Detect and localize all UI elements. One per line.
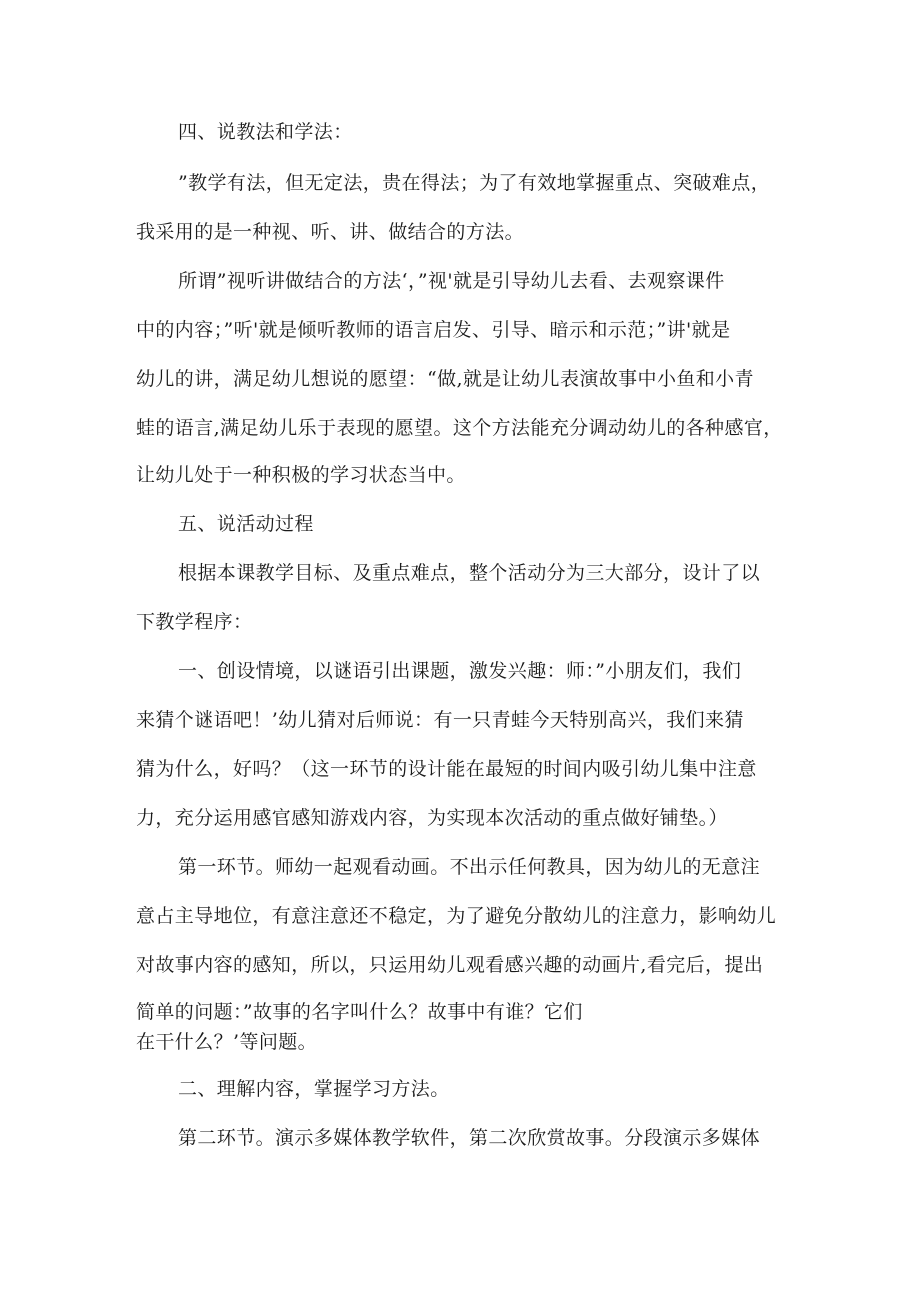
paragraph-line: 第二环节。演示多媒体教学软件，第二次欣赏故事。分段演示多媒体 bbox=[178, 1127, 761, 1149]
paragraph-line: 蛙的语言,满足幼儿乐于表现的愿望。这个方法能充分调动幼儿的各种感官， bbox=[136, 417, 783, 439]
section-heading-methods: 四、说教法和学法： bbox=[178, 121, 353, 143]
paragraph-line: 让幼儿处于一种积极的学习状态当中。 bbox=[136, 464, 466, 486]
paragraph-line: 幼儿的讲，满足幼儿想说的愿望：“做,就是让幼儿表演故事中小鱼和小青 bbox=[136, 368, 754, 390]
paragraph-line: 所谓”视听讲做结合的方法‘，”视'就是引导幼儿去看、去观察课件 bbox=[178, 270, 725, 292]
paragraph-line: 在干什么？’等问题。 bbox=[136, 1031, 318, 1053]
paragraph-line: ”教学有法，但无定法，贵在得法；为了有效地掌握重点、突破难点， bbox=[178, 172, 771, 194]
paragraph-line: 来猜个谜语吧！’幼儿猜对后师说：有一只青蛙今天特别高兴，我们来猜 bbox=[136, 709, 744, 731]
section-heading-understanding: 二、理解内容，掌握学习方法。 bbox=[178, 1078, 450, 1100]
paragraph-line: 对故事内容的感知，所以，只运用幼儿观看感兴趣的动画片,看完后，提出 bbox=[136, 954, 764, 976]
paragraph-line: 下教学程序： bbox=[136, 611, 253, 633]
paragraph-line: 我采用的是一种视、听、讲、做结合的方法。 bbox=[136, 221, 525, 243]
paragraph-line: 猜为什么，好吗？（这一环节的设计能在最短的时间内吸引幼儿集中注意 bbox=[136, 758, 757, 780]
paragraph-line: 意占主导地位，有意注意还不稳定，为了避免分散幼儿的注意力，影响幼儿 bbox=[136, 905, 777, 927]
section-heading-process: 五、说活动过程 bbox=[178, 513, 314, 535]
paragraph-line: 一、创设情境，以谜语引出课题，激发兴趣：师：”小朋友们，我们 bbox=[178, 660, 742, 682]
paragraph-line: 根据本课教学目标、及重点难点，整个活动分为三大部分，设计了以 bbox=[178, 562, 761, 584]
paragraph-line: 简单的问题：”故事的名字叫什么？故事中有谁？它们 bbox=[136, 1001, 583, 1023]
paragraph-line: 中的内容；”听'就是倾听教师的语言启发、引导、暗示和示范；”讲'就是 bbox=[136, 319, 731, 341]
paragraph-line: 力，充分运用感官感知游戏内容，为实现本次活动的重点做好铺垫。） bbox=[136, 807, 728, 829]
paragraph-line: 第一环节。师幼一起观看动画。不出示任何教具，因为幼儿的无意注 bbox=[178, 856, 761, 878]
